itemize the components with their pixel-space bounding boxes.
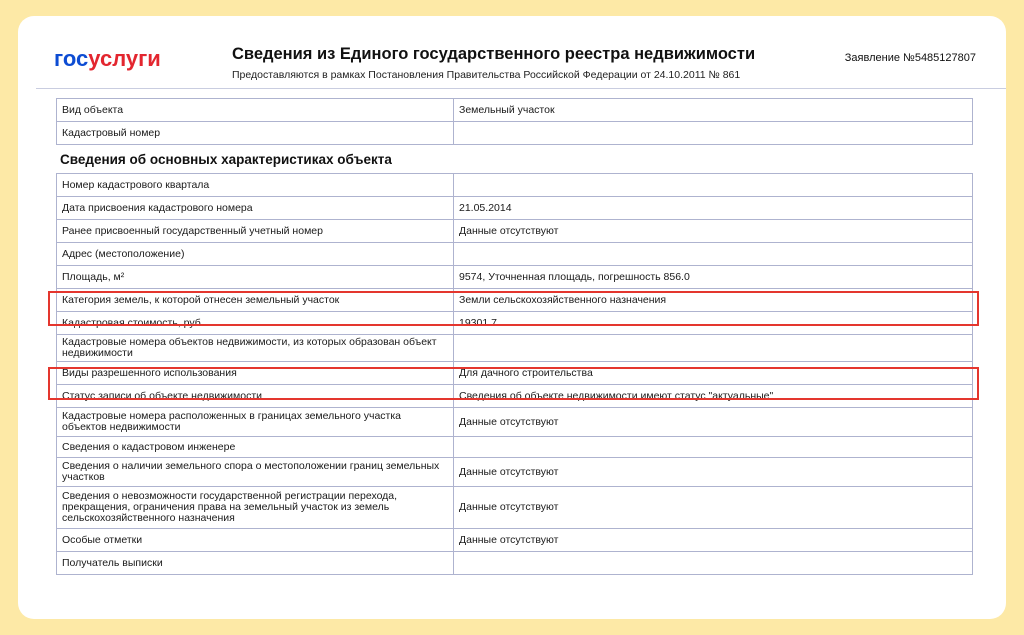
table-row [57, 408, 973, 437]
row-value: Для дачного строительства [454, 362, 973, 385]
table-row [57, 174, 973, 197]
row-label: Сведения о кадастровом инженере [57, 437, 454, 458]
application-number: Заявление №5485127807 [844, 52, 976, 64]
object-table [56, 98, 973, 145]
row-label: Кадастровый номер [57, 122, 454, 145]
table-row [57, 266, 973, 289]
row-value [454, 335, 973, 362]
row-label: Виды разрешенного использования [57, 362, 454, 385]
row-label: Статус записи об объекте недвижимости [57, 385, 454, 408]
row-label: Получатель выписки [57, 552, 454, 575]
row-value: 21.05.2014 [454, 197, 973, 220]
table-row [57, 335, 973, 362]
table-row [57, 197, 973, 220]
highlight-permitted-use [48, 367, 979, 400]
row-value: Земли сельскохозяйственного назначения [454, 289, 973, 312]
row-label: Площадь, м² [57, 266, 454, 289]
document-subtitle: Предоставляются в рамках Постановления Правительства Российской Федерации от 24.10.2011 № 861 [232, 69, 741, 81]
section-title: Сведения об основных характеристиках объекта [60, 152, 392, 167]
highlight-land-category [48, 291, 979, 326]
table-row [57, 458, 973, 487]
row-label: Номер кадастрового квартала [57, 174, 454, 197]
row-value: Земельный участок [454, 99, 973, 122]
row-label: Кадастровые номера расположенных в границах земельного участка объектов недвижимости [57, 408, 454, 437]
table-row [57, 487, 973, 529]
header-divider [36, 88, 1006, 89]
table-row [57, 529, 973, 552]
row-value [454, 437, 973, 458]
row-label: Сведения о наличии земельного спора о местоположении границ земельных участков [57, 458, 454, 487]
row-value [454, 243, 973, 266]
row-value: Данные отсутствуют [454, 458, 973, 487]
row-label: Адрес (местоположение) [57, 243, 454, 266]
row-value: Данные отсутствуют [454, 487, 973, 529]
table-row [57, 437, 973, 458]
table-row [57, 552, 973, 575]
row-value [454, 174, 973, 197]
row-value: Сведения об объекте недвижимости имеют статус "актуальные" [454, 385, 973, 408]
row-label: Дата присвоения кадастрового номера [57, 197, 454, 220]
row-label: Категория земель, к которой отнесен земельный участок [57, 289, 454, 312]
table-row [57, 122, 973, 145]
row-value [454, 552, 973, 575]
row-label: Кадастровые номера объектов недвижимости, из которых образован объект недвижимости [57, 335, 454, 362]
table-row [57, 220, 973, 243]
row-label: Вид объекта [57, 99, 454, 122]
gosuslugi-logo: госуслуги [54, 46, 161, 71]
row-label: Особые отметки [57, 529, 454, 552]
document-title: Сведения из Единого государственного реестра недвижимости [232, 45, 756, 63]
document-card [18, 16, 1006, 619]
row-value: 19301.7 [454, 312, 973, 335]
row-label: Сведения о невозможности государственной регистрации перехода, прекращения, ограничения права на земельный участок из земель сельскохозяйственного назначения [57, 487, 454, 529]
row-value [454, 122, 973, 145]
table-row [57, 243, 973, 266]
row-value: 9574, Уточненная площадь, погрешность 856.0 [454, 266, 973, 289]
row-label: Кадастровая стоимость, руб [57, 312, 454, 335]
row-value: Данные отсутствуют [454, 408, 973, 437]
table-row [57, 99, 973, 122]
registry-extract [56, 98, 973, 575]
row-value: Данные отсутствуют [454, 220, 973, 243]
row-label: Ранее присвоенный государственный учетный номер [57, 220, 454, 243]
row-value: Данные отсутствуют [454, 529, 973, 552]
